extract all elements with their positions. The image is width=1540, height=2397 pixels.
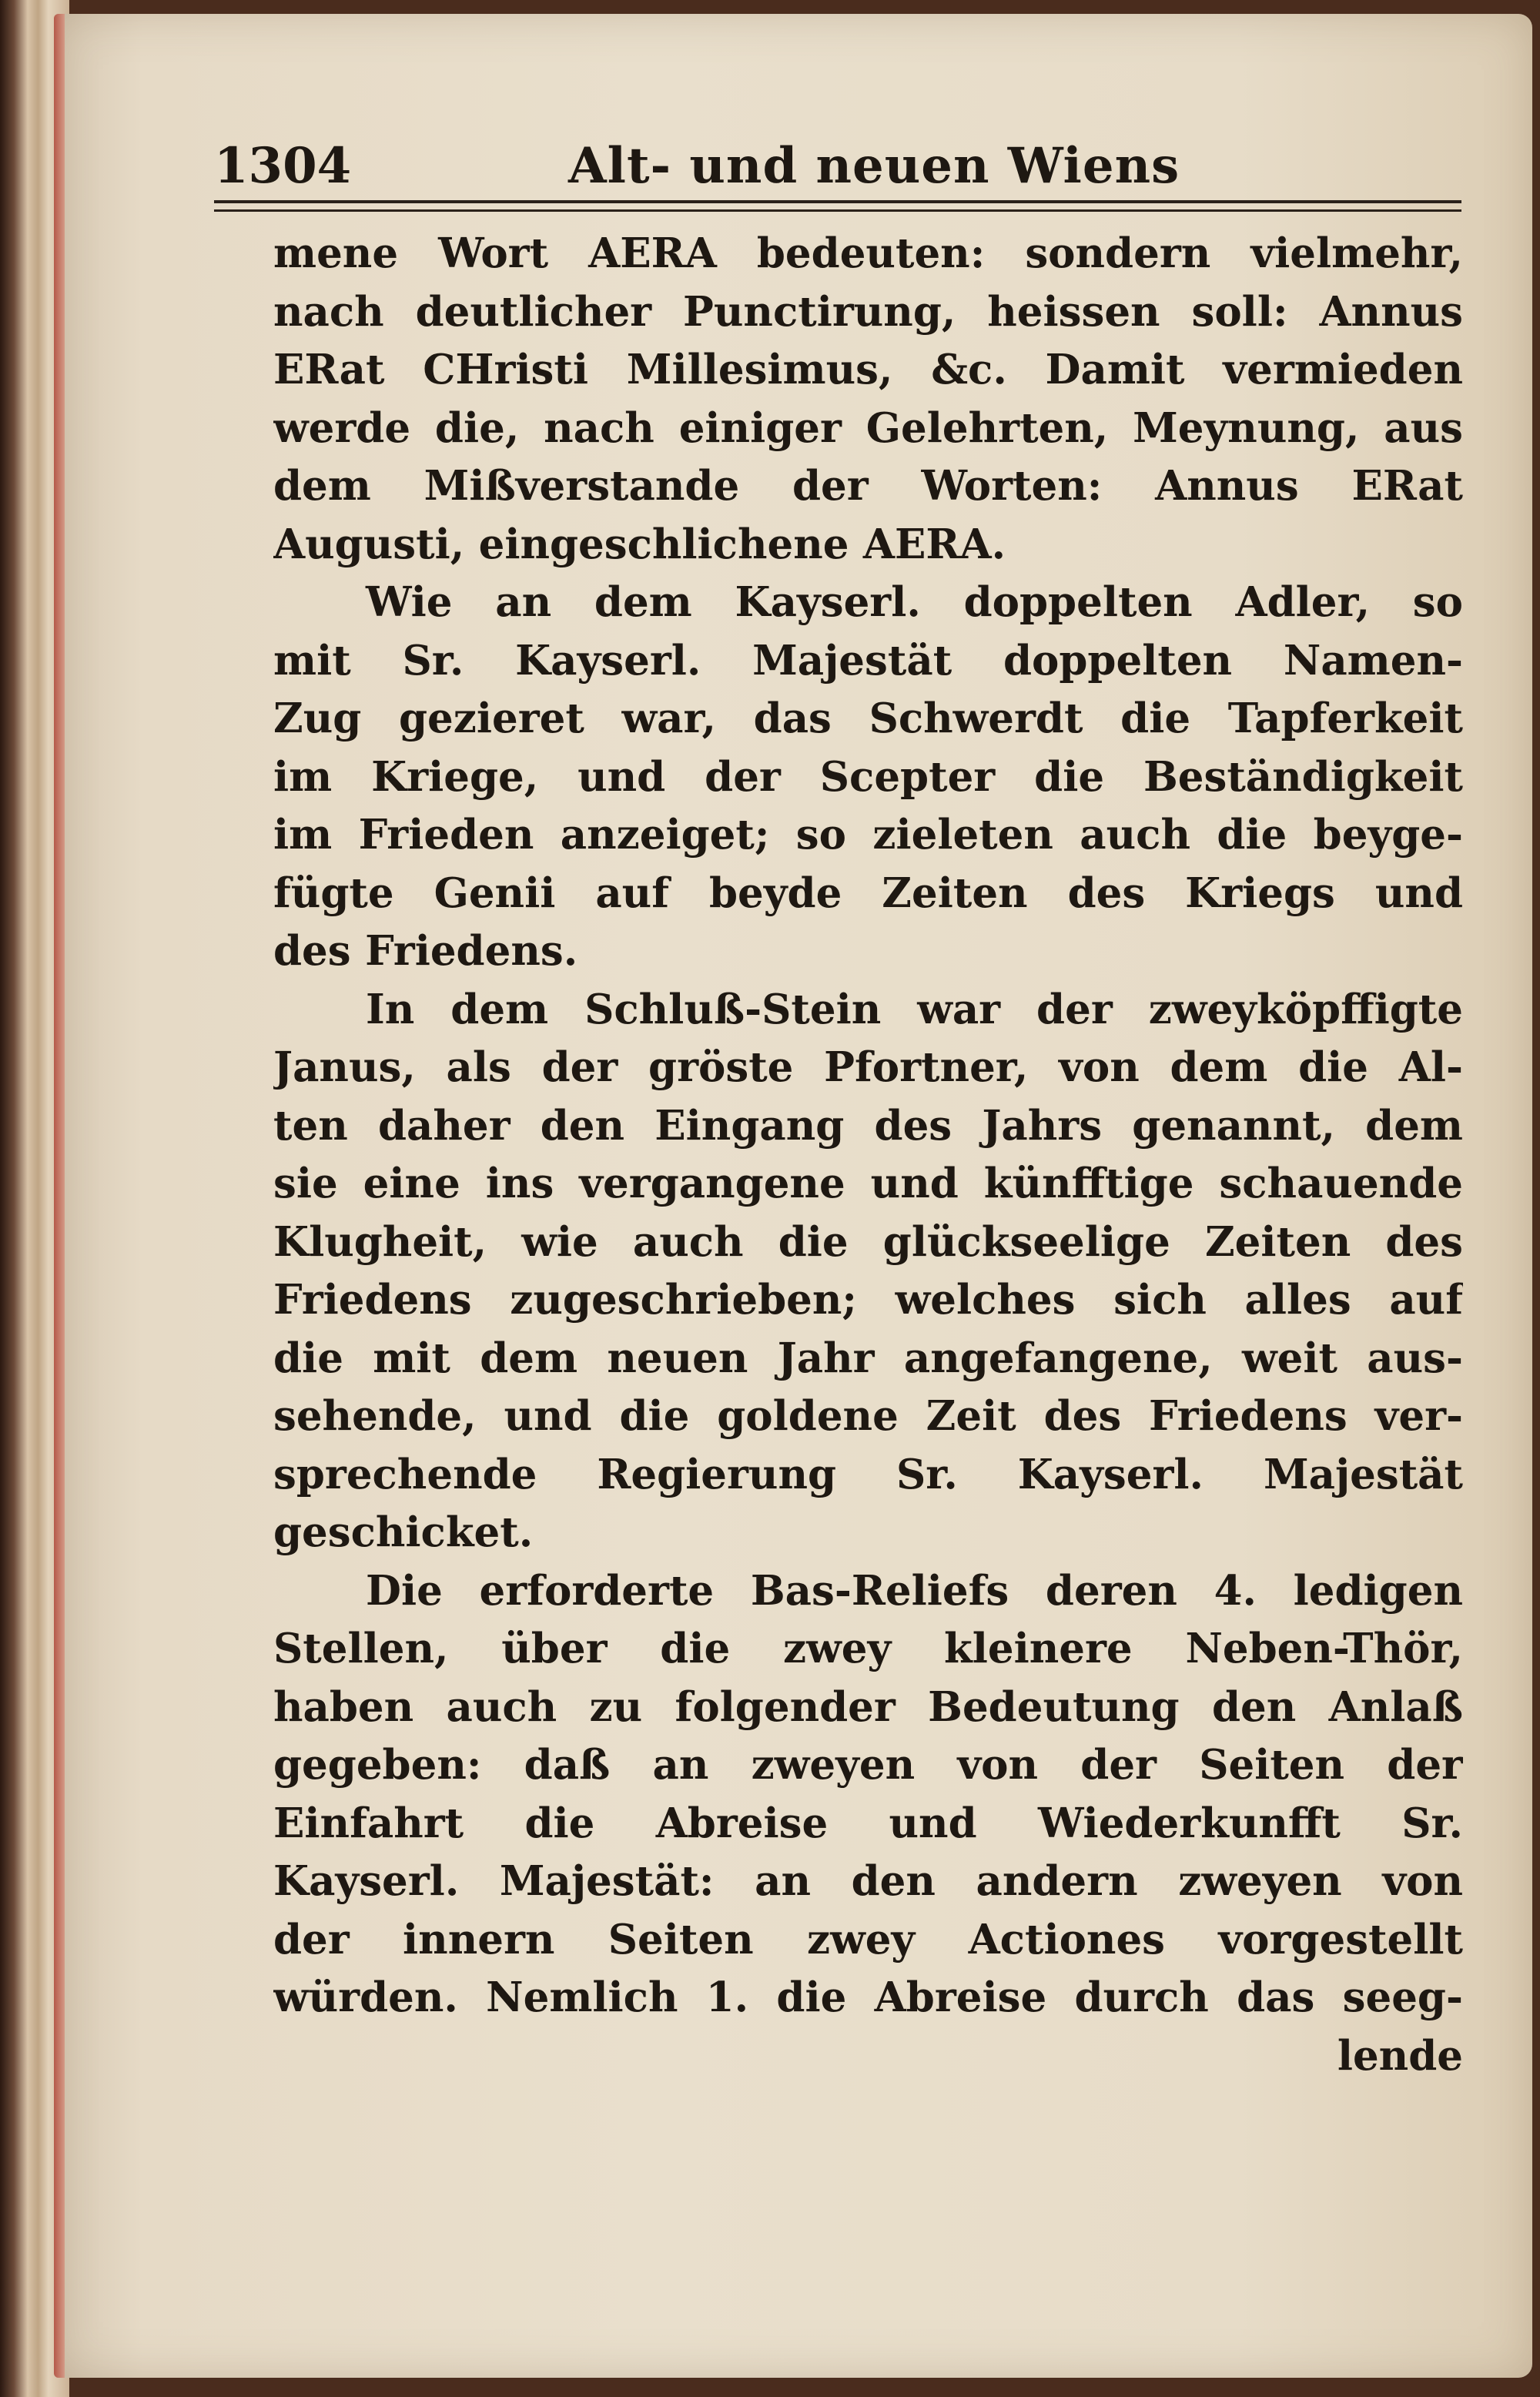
text-line: des Friedens. <box>273 927 578 975</box>
text-line: sie eine ins vergangene und künfftige schauende <box>273 1160 1463 1207</box>
text-line: Einfahrt die Abreise und Wiederkunfft Sr. <box>273 1799 1463 1847</box>
text-line: würden. Nemlich 1. die Abreise durch das seeg- <box>273 1974 1463 2021</box>
red-page-edge <box>54 14 65 2378</box>
text-line: ten daher den Eingang des Jahrs genannt, dem <box>273 1101 1463 1150</box>
text-line: dem Mißverstande der Worten: Annus ERat <box>273 462 1463 510</box>
text-line: In dem Schluß-Stein war der zweyköpffigte <box>366 985 1463 1033</box>
text-line: werde die, nach einiger Gelehrten, Meynung, aus <box>273 403 1463 452</box>
text-line: Friedens zugeschrieben; welches sich alles auf <box>273 1276 1463 1324</box>
text-line: Stellen, über die zwey kleinere Neben-Thör, <box>273 1625 1463 1672</box>
text-line: mit Sr. Kayserl. Majestät doppelten Namen- <box>273 636 1463 685</box>
body-text <box>273 225 1463 2085</box>
text-line: Die erforderte Bas-Reliefs deren 4. ledigen <box>366 1566 1463 1615</box>
text-line: Klugheit, wie auch die glückseelige Zeiten des <box>273 1217 1463 1266</box>
text-line: der innern Seiten zwey Actiones vorgestellt <box>273 1915 1463 1963</box>
text-line: die mit dem neuen Jahr angefangene, weit aus- <box>273 1334 1463 1382</box>
text-line: geschicket. <box>273 1508 534 1556</box>
text-line: im Frieden anzeiget; so zieleten auch die beyge- <box>273 811 1463 859</box>
running-head: Alt- und neuen Wiens <box>568 137 1180 195</box>
text-line: sehende, und die goldene Zeit des Friedens ver- <box>273 1392 1463 1440</box>
text-line: gegeben: daß an zweyen von der Seiten der <box>273 1741 1463 1789</box>
text-line: Kayserl. Majestät: an den andern zweyen von <box>273 1857 1463 1905</box>
text-line: im Kriege, und der Scepter die Beständigkeit <box>273 752 1463 801</box>
catchword: lende <box>1337 2031 1463 2080</box>
text-line: Janus, als der gröste Pfortner, von dem die Al- <box>273 1043 1463 1091</box>
text-line: ERat CHristi Millesimus, &c. Damit vermieden <box>273 346 1463 393</box>
text-line: fügte Genii auf beyde Zeiten des Kriegs und <box>273 869 1463 917</box>
text-line: Wie an dem Kayserl. doppelten Adler, so <box>366 578 1463 626</box>
text-line: haben auch zu folgender Bedeutung den Anlaß <box>273 1682 1463 1731</box>
page-number: 1304 <box>214 137 352 195</box>
page-header <box>214 129 1461 206</box>
text-line: Zug gezieret war, das Schwerdt die Tapferkeit <box>273 695 1463 742</box>
text-line: sprechende Regierung Sr. Kayserl. Majestät <box>273 1450 1463 1498</box>
text-line: nach deutlicher Punctirung, heissen soll: Annus <box>273 287 1463 336</box>
text-line: Augusti, eingeschlichene AERA. <box>273 520 1006 568</box>
text-line: mene Wort AERA bedeuten: sondern vielmehr, <box>273 229 1463 277</box>
header-rule <box>214 200 1461 212</box>
